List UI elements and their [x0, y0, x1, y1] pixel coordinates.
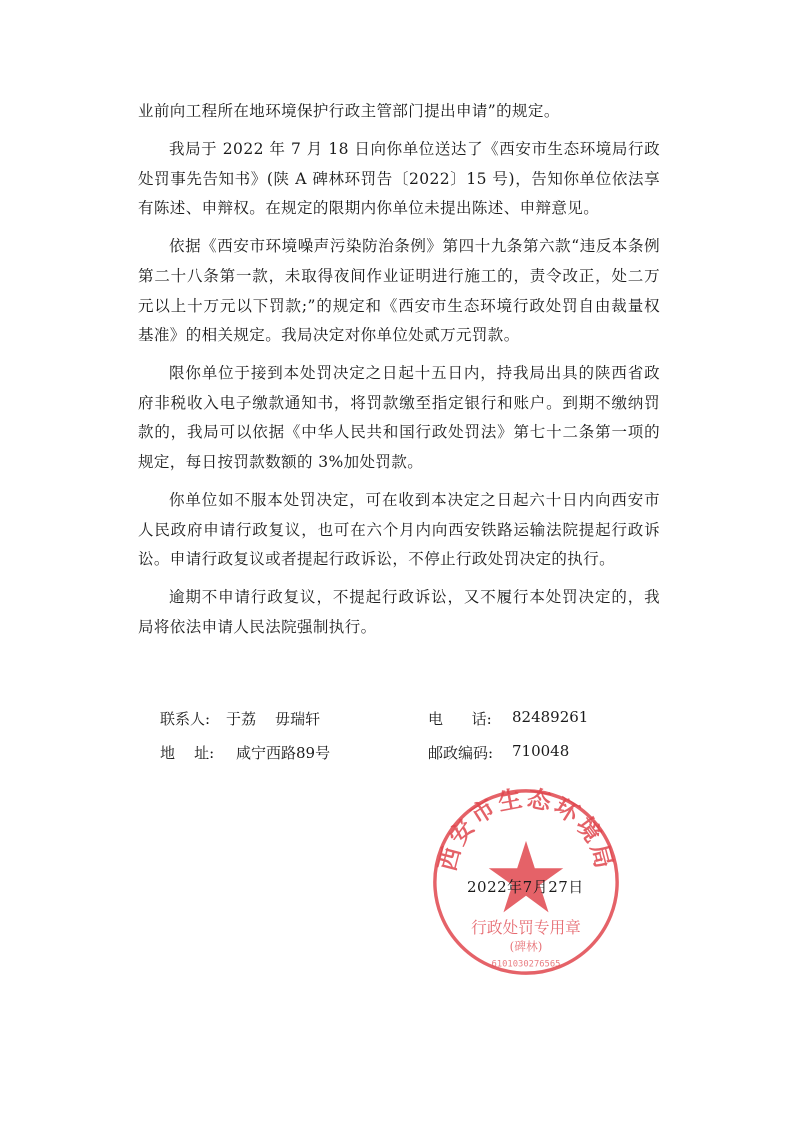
- postcode-label: 邮政编码:: [428, 744, 494, 762]
- svg-text:(碑林): (碑林): [509, 939, 543, 954]
- contact-person-label: 联系人:: [160, 710, 211, 728]
- paragraph-appeal: 你单位如不服本处罚决定，可在收到本决定之日起六十日内向西安市人民政府申请行政复议，也可在六个月内向西安铁路运输法院提起行政诉讼。申请行政复议或者提起行政诉讼，不停止行政处罚决定的执行。: [138, 491, 660, 569]
- svg-text:西安市生态环境局: 西安市生态环境局: [433, 784, 619, 874]
- svg-text:6101030276565: 6101030276565: [491, 959, 561, 970]
- address-label: 地 址:: [160, 744, 215, 762]
- paragraph-continuation: 业前向工程所在地环境保护行政主管部门提出申请”的规定。: [138, 102, 560, 120]
- postcode-value: 710048: [512, 742, 570, 760]
- phone-label: 电 话:: [428, 710, 492, 728]
- address-value: 咸宁西路89号: [236, 744, 331, 762]
- decision-body: [138, 97, 660, 651]
- phone-value: 82489261: [512, 708, 589, 726]
- contact-person-value: 于荔 毋瑞轩: [226, 710, 321, 728]
- paragraph-payment: 限你单位于接到本处罚决定之日起十五日内，持我局出具的陕西省政府非税收入电子缴款通知书，将罚款缴至指定银行和账户。到期不缴纳罚款的，我局可以依据《中华人民共和国行政处罚法》第七十二条第一项的规定，每日按罚款数额的 3%加处罚款。: [138, 364, 660, 472]
- paragraph-legal-basis: 依据《西安市环境噪声污染防治条例》第四十九条第六款“违反本条例第二十八条第一款，未取得夜间作业证明进行施工的，责令改正，处二万元以上十万元以下罚款;”的规定和《西安市生态环境行政处罚自由裁量权基准》的相关规定。我局决定对你单位处贰万元罚款。: [138, 237, 660, 345]
- paragraph-notice-served: 我局于 2022 年 7 月 18 日向你单位送达了《西安市生态环境局行政处罚事先告知书》(陕 A 碑林环罚告〔2022〕15 号)，告知你单位依法享有陈述、申辩权。在规定的限期内你单位未提出陈述、申辩意见。: [138, 140, 660, 218]
- svg-text:行政处罚专用章: 行政处罚专用章: [471, 917, 581, 937]
- paragraph-enforcement: 逾期不申请行政复议，不提起行政诉讼，又不履行本处罚决定的，我局将依法申请人民法院强制执行。: [138, 588, 660, 636]
- decision-date: 2022年7月27日: [467, 878, 584, 896]
